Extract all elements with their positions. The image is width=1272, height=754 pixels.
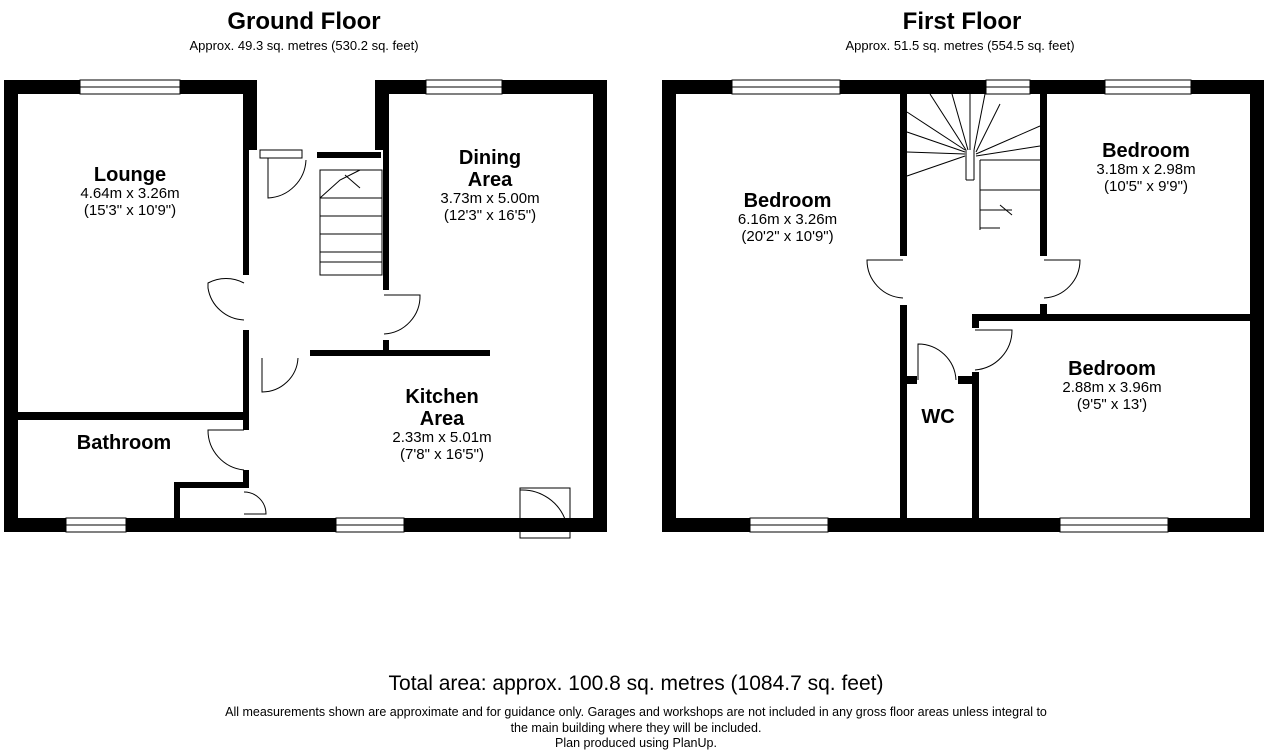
room-lounge: [50, 164, 210, 219]
room-wc: [908, 406, 968, 428]
room-name: Bathroom: [76, 432, 172, 454]
room-dimensions-metric: 2.33m x 5.01m: [392, 429, 492, 446]
room-name: Dining: [458, 147, 522, 169]
room-name: Bedroom: [1102, 140, 1190, 162]
room-dimensions-imperial: (10'5" x 9'9"): [1104, 177, 1188, 195]
room-bedroom-small: [1058, 140, 1234, 195]
ground-floor-area: Approx. 49.3 sq. metres (530.2 sq. feet): [189, 38, 419, 53]
room-dimensions-metric: 4.64m x 3.26m: [80, 185, 180, 202]
disclaimer-line: All measurements shown are approximate and for guidance only. Garages and workshops are not included in any gross floor areas unless integral to: [225, 705, 1047, 719]
room-dimensions-metric: 6.16m x 3.26m: [737, 211, 838, 228]
disclaimer-line: Plan produced using PlanUp.: [555, 736, 717, 751]
total-area: Total area: approx. 100.8 sq. metres (1084.7 sq. feet): [388, 672, 884, 695]
room-dimensions-imperial: (20'2" x 10'9"): [741, 227, 834, 245]
room-dimensions-imperial: (7'8" x 16'5"): [400, 445, 484, 463]
room-name: Lounge: [93, 164, 167, 186]
room-name: Kitchen: [405, 386, 479, 408]
ground-floor-title: Ground Floor: [227, 8, 381, 35]
ground-floor-staircase: [320, 170, 382, 275]
room-dimensions-imperial: (9'5" x 13'): [1076, 395, 1148, 413]
room-name: Bedroom: [1068, 358, 1156, 380]
room-dimensions-metric: 3.73m x 5.00m: [440, 190, 540, 207]
room-kitchen-area: [352, 386, 532, 463]
room-bedroom-large: [700, 190, 875, 245]
room-dining-area: [400, 147, 580, 224]
room-dimensions-imperial: (12'3" x 16'5"): [443, 206, 537, 224]
first-floor-staircase: [907, 94, 1040, 230]
room-bedroom-medium: [1024, 358, 1200, 413]
room-dimensions-metric: 2.88m x 3.96m: [1062, 379, 1162, 396]
room-bathroom: [54, 432, 194, 454]
room-name: WC: [921, 406, 955, 428]
disclaimer-line: the main building where they will be included.: [510, 720, 762, 735]
room-name-line2: Area: [467, 169, 513, 191]
disclaimer: [186, 705, 1086, 752]
room-name: Bedroom: [743, 190, 832, 212]
first-floor-area: Approx. 51.5 sq. metres (554.5 sq. feet): [845, 38, 1075, 53]
first-floor-title: First Floor: [902, 8, 1022, 35]
room-name-line2: Area: [419, 408, 465, 430]
room-dimensions-imperial: (15'3" x 10'9"): [83, 201, 177, 219]
room-dimensions-metric: 3.18m x 2.98m: [1096, 161, 1196, 178]
